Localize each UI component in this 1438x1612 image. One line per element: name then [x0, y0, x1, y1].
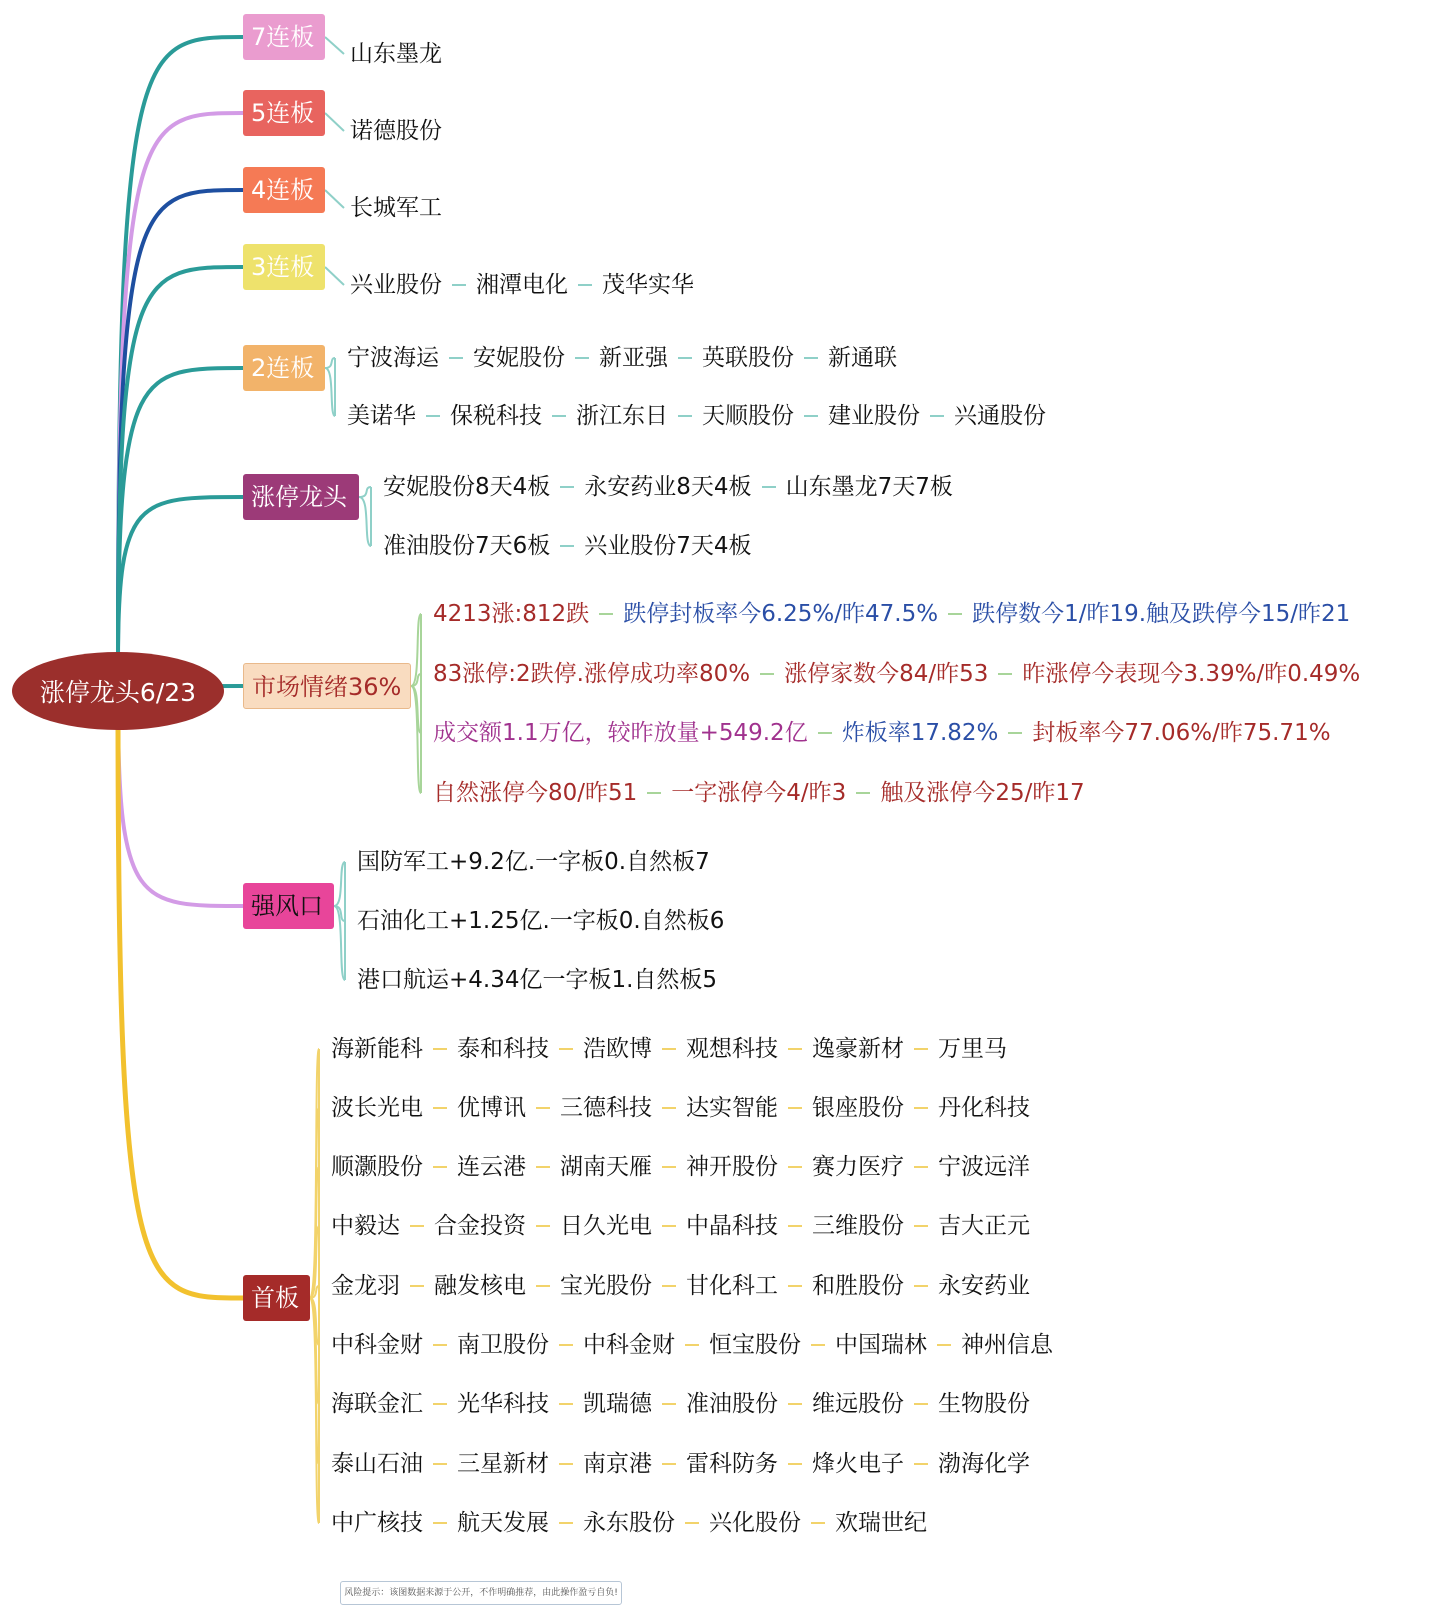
stock-item: 泰和科技 [457, 1036, 549, 1062]
separator-line [560, 486, 574, 488]
stock-item: 湘潭电化 [476, 272, 568, 298]
separator-line [433, 1048, 447, 1050]
stock-item: 万里马 [938, 1036, 1007, 1062]
connector-line [118, 190, 243, 660]
connector-line [325, 368, 335, 416]
branch-row [357, 842, 710, 882]
stock-item: 自然涨停今80/昨51 [433, 780, 638, 806]
stock-item: 涨停家数今84/昨53 [784, 661, 989, 687]
stock-item: 安妮股份8天4板 [383, 474, 551, 500]
separator-line [1008, 732, 1022, 734]
stock-item: 三星新材 [457, 1451, 549, 1477]
separator-line [788, 1403, 802, 1405]
stock-item: 宝光股份 [560, 1273, 652, 1299]
separator-line [578, 284, 592, 286]
stock-item: 新通联 [828, 345, 897, 371]
stock-item: 南卫股份 [457, 1332, 549, 1358]
separator-line [788, 1225, 802, 1227]
stock-item: 优博讯 [457, 1095, 526, 1121]
connector-line [334, 862, 345, 906]
branch-row [331, 1444, 1030, 1484]
stock-item: 丹化科技 [938, 1095, 1030, 1121]
stock-item: 成交额1.1万亿，较昨放量+549.2亿 [433, 720, 808, 746]
separator-line [914, 1166, 928, 1168]
connector-line [325, 358, 335, 368]
branch-row [357, 901, 724, 941]
branch-row [331, 1503, 927, 1543]
stock-item: 石油化工+1.25亿.一字板0.自然板6 [357, 908, 725, 934]
connector-line [118, 267, 243, 660]
separator-line [536, 1166, 550, 1168]
root-node: 涨停龙头6/23 [12, 652, 224, 730]
stock-item: 神州信息 [961, 1332, 1053, 1358]
stock-item: 宁波海运 [347, 345, 439, 371]
connector-line [325, 190, 344, 208]
separator-line [662, 1463, 676, 1465]
stock-item: 三维股份 [812, 1213, 904, 1239]
connector-line [325, 113, 344, 131]
branch-row [383, 467, 953, 507]
separator-line [804, 415, 818, 417]
stock-item: 诺德股份 [350, 118, 442, 144]
connector-line [325, 37, 344, 54]
separator-line [452, 284, 466, 286]
stock-item: 新亚强 [599, 345, 668, 371]
connector-line [411, 686, 421, 793]
stock-item: 和胜股份 [812, 1273, 904, 1299]
stock-item: 赛力医疗 [812, 1154, 904, 1180]
separator-line [804, 357, 818, 359]
stock-item: 泰山石油 [331, 1451, 423, 1477]
separator-line [818, 732, 832, 734]
branch-row [350, 188, 442, 228]
separator-line [788, 1048, 802, 1050]
risk-note: 风险提示：该图数据来源于公开，不作明确推荐，由此操作盈亏自负! [340, 1581, 622, 1605]
branch-tag-b3: 3连板 [243, 244, 325, 290]
stock-item: 建业股份 [828, 403, 920, 429]
branch-row [331, 1384, 1030, 1424]
branch-tag-bsb: 首板 [243, 1275, 310, 1321]
separator-line [811, 1522, 825, 1524]
separator-line [914, 1463, 928, 1465]
stock-item: 融发核电 [434, 1273, 526, 1299]
separator-line [662, 1107, 676, 1109]
stock-item: 山东墨龙7天7板 [785, 474, 953, 500]
stock-item: 准油股份7天6板 [383, 533, 551, 559]
separator-line [685, 1344, 699, 1346]
separator-line [536, 1225, 550, 1227]
stock-item: 维远股份 [812, 1391, 904, 1417]
stock-item: 波长光电 [331, 1095, 423, 1121]
separator-line [662, 1225, 676, 1227]
separator-line [948, 613, 962, 615]
branch-row [350, 111, 442, 151]
stock-item: 渤海化学 [938, 1451, 1030, 1477]
stock-item: 港口航运+4.34亿一字板1.自然板5 [357, 967, 718, 993]
stock-item: 保税科技 [450, 403, 542, 429]
branch-row [347, 396, 1046, 436]
connector-line [118, 700, 243, 1298]
stock-item: 逸豪新材 [812, 1036, 904, 1062]
stock-item: 兴化股份 [709, 1510, 801, 1536]
separator-line [559, 1048, 573, 1050]
separator-line [914, 1048, 928, 1050]
stock-item: 中广核技 [331, 1510, 423, 1536]
stock-item: 兴业股份 [350, 272, 442, 298]
connector-line [118, 497, 243, 660]
separator-line [685, 1522, 699, 1524]
stock-item: 山东墨龙 [350, 41, 442, 67]
branch-tag-b2: 2连板 [243, 345, 325, 391]
stock-item: 永安药业8天4板 [584, 474, 752, 500]
separator-line [536, 1107, 550, 1109]
separator-line [433, 1344, 447, 1346]
separator-line [433, 1166, 447, 1168]
separator-line [426, 415, 440, 417]
separator-line [536, 1285, 550, 1287]
stock-item: 中晶科技 [686, 1213, 778, 1239]
branch-row [433, 713, 1331, 753]
branch-row [347, 338, 897, 378]
separator-line [914, 1225, 928, 1227]
stock-item: 83涨停:2跌停.涨停成功率80% [433, 661, 751, 687]
stock-item: 美诺华 [347, 403, 416, 429]
separator-line [914, 1285, 928, 1287]
connector-line [359, 497, 371, 546]
separator-line [559, 1522, 573, 1524]
separator-line [788, 1107, 802, 1109]
branch-tag-b4: 4连板 [243, 167, 325, 213]
stock-item: 准油股份 [686, 1391, 778, 1417]
stock-item: 中国瑞林 [835, 1332, 927, 1358]
stock-item: 合金投资 [434, 1213, 526, 1239]
stock-item: 连云港 [457, 1154, 526, 1180]
branch-row [331, 1206, 1030, 1246]
stock-item: 恒宝股份 [709, 1332, 801, 1358]
stock-item: 甘化科工 [686, 1273, 778, 1299]
stock-item: 三德科技 [560, 1095, 652, 1121]
connector-line [118, 700, 243, 906]
stock-item: 天顺股份 [702, 403, 794, 429]
separator-line [856, 792, 870, 794]
branch-row [383, 526, 752, 566]
stock-item: 安妮股份 [473, 345, 565, 371]
stock-item: 跌停数今1/昨19.触及跌停今15/昨21 [972, 601, 1351, 627]
branch-row [350, 34, 442, 74]
branch-row [433, 594, 1350, 634]
stock-item: 日久光电 [560, 1213, 652, 1239]
stock-item: 触及涨停今25/昨17 [880, 780, 1085, 806]
separator-line [559, 1344, 573, 1346]
separator-line [449, 357, 463, 359]
separator-line [559, 1463, 573, 1465]
stock-item: 永东股份 [583, 1510, 675, 1536]
branch-row [357, 960, 717, 1000]
stock-item: 宁波远洋 [938, 1154, 1030, 1180]
stock-item: 光华科技 [457, 1391, 549, 1417]
separator-line [760, 673, 774, 675]
separator-line [410, 1285, 424, 1287]
branch-tag-b7: 7连板 [243, 14, 325, 60]
stock-item: 英联股份 [702, 345, 794, 371]
stock-item: 中科金财 [331, 1332, 423, 1358]
separator-line [433, 1463, 447, 1465]
stock-item: 兴通股份 [954, 403, 1046, 429]
stock-item: 浩欧博 [583, 1036, 652, 1062]
stock-item: 海新能科 [331, 1036, 423, 1062]
stock-item: 南京港 [583, 1451, 652, 1477]
stock-item: 金龙羽 [331, 1273, 400, 1299]
separator-line [914, 1403, 928, 1405]
separator-line [678, 415, 692, 417]
branch-row [331, 1088, 1030, 1128]
separator-line [560, 545, 574, 547]
stock-item: 生物股份 [938, 1391, 1030, 1417]
separator-line [559, 1403, 573, 1405]
branch-row [331, 1266, 1030, 1306]
stock-item: 欢瑞世纪 [835, 1510, 927, 1536]
separator-line [662, 1166, 676, 1168]
stock-item: 昨涨停今表现今3.39%/昨0.49% [1022, 661, 1361, 687]
branch-row [331, 1029, 1007, 1069]
stock-item: 4213涨:812跌 [433, 601, 590, 627]
separator-line [788, 1463, 802, 1465]
stock-item: 达实智能 [686, 1095, 778, 1121]
branch-tag-b5: 5连板 [243, 90, 325, 136]
branch-tag-bqf: 强风口 [243, 883, 334, 929]
stock-item: 吉大正元 [938, 1213, 1030, 1239]
separator-line [678, 357, 692, 359]
stock-item: 神开股份 [686, 1154, 778, 1180]
stock-item: 炸板率17.82% [841, 720, 999, 746]
stock-item: 封板率今77.06%/昨75.71% [1032, 720, 1331, 746]
separator-line [998, 673, 1012, 675]
separator-line [811, 1344, 825, 1346]
stock-item: 雷科防务 [686, 1451, 778, 1477]
separator-line [937, 1344, 951, 1346]
separator-line [647, 792, 661, 794]
stock-item: 国防军工+9.2亿.一字板0.自然板7 [357, 849, 710, 875]
stock-item: 海联金汇 [331, 1391, 423, 1417]
separator-line [788, 1285, 802, 1287]
separator-line [788, 1166, 802, 1168]
stock-item: 观想科技 [686, 1036, 778, 1062]
branch-row [433, 773, 1085, 813]
stock-item: 中科金财 [583, 1332, 675, 1358]
stock-item: 浙江东日 [576, 403, 668, 429]
stock-item: 一字涨停今4/昨3 [671, 780, 847, 806]
stock-item: 茂华实华 [602, 272, 694, 298]
separator-line [662, 1048, 676, 1050]
connector-line [325, 267, 344, 285]
separator-line [433, 1522, 447, 1524]
separator-line [433, 1403, 447, 1405]
connector-line [118, 368, 243, 660]
separator-line [914, 1107, 928, 1109]
stock-item: 永安药业 [938, 1273, 1030, 1299]
stock-item: 银座股份 [812, 1095, 904, 1121]
separator-line [410, 1225, 424, 1227]
branch-tag-blt: 涨停龙头 [243, 474, 359, 520]
connector-line [334, 906, 345, 980]
stock-item: 顺灏股份 [331, 1154, 423, 1180]
branch-tag-bmk: 市场情绪36% [243, 663, 411, 709]
separator-line [662, 1403, 676, 1405]
stock-item: 中毅达 [331, 1213, 400, 1239]
stock-item: 兴业股份7天4板 [584, 533, 752, 559]
stock-item: 烽火电子 [812, 1451, 904, 1477]
branch-row [331, 1325, 1053, 1365]
branch-row [350, 265, 694, 305]
connector-line [310, 1298, 319, 1523]
branch-row [433, 654, 1360, 694]
separator-line [552, 415, 566, 417]
stock-item: 凯瑞德 [583, 1391, 652, 1417]
separator-line [662, 1285, 676, 1287]
separator-line [433, 1107, 447, 1109]
branch-row [331, 1147, 1030, 1187]
connector-line [359, 487, 371, 497]
separator-line [599, 613, 613, 615]
separator-line [762, 486, 776, 488]
separator-line [575, 357, 589, 359]
connector-line [118, 37, 243, 660]
stock-item: 跌停封板率今6.25%/昨47.5% [623, 601, 939, 627]
stock-item: 湖南天雁 [560, 1154, 652, 1180]
stock-item: 航天发展 [457, 1510, 549, 1536]
separator-line [930, 415, 944, 417]
stock-item: 长城军工 [350, 195, 442, 221]
